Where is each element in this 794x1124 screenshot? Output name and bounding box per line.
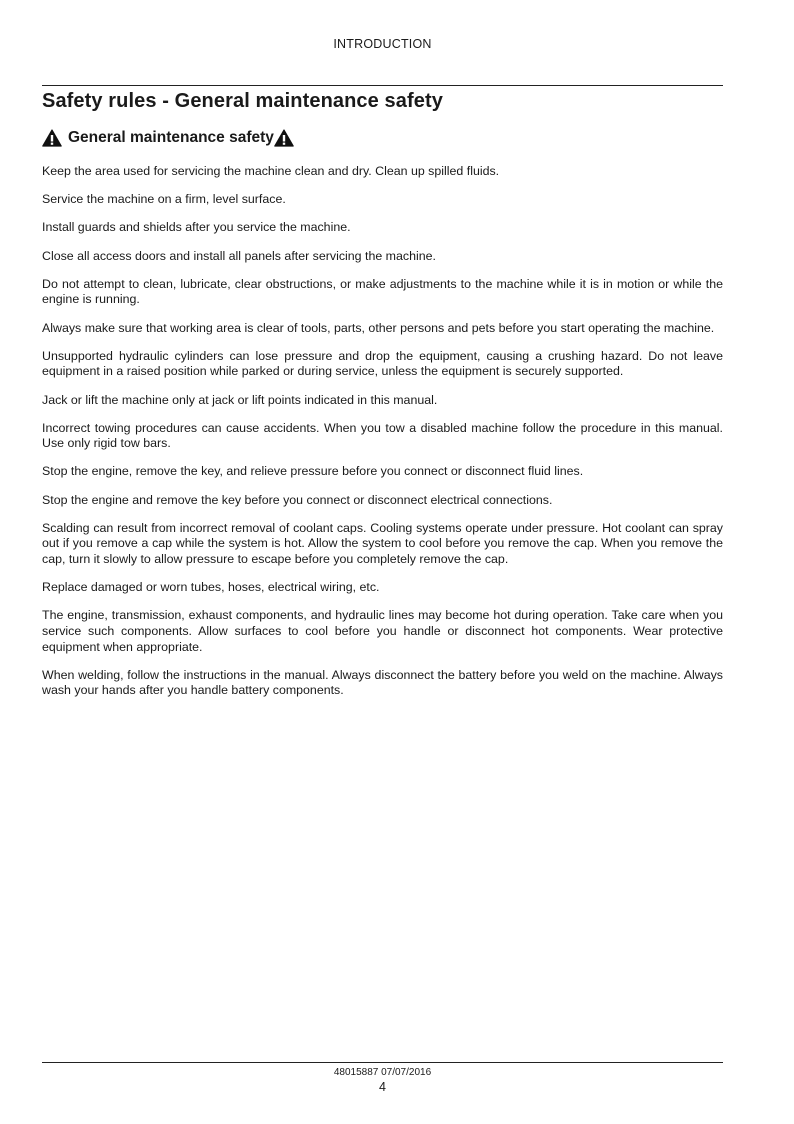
running-header: INTRODUCTION [333,37,432,51]
safety-rules-body [42,164,723,712]
paragraph: The engine, transmission, exhaust components, and hydraulic lines may become hot during operation. Take care when you service such components. Allow surfaces to cool before you handle or disconnect hot components. Wear protective equipment when appropriate. [42,608,723,654]
page-number: 4 [379,1080,386,1094]
paragraph: Service the machine on a firm, level surface. [42,192,286,207]
paragraph: Stop the engine, remove the key, and relieve pressure before you connect or disconnect fluid lines. [42,464,584,479]
paragraph: Unsupported hydraulic cylinders can lose pressure and drop the equipment, causing a crushing hazard. Do not leave equipment in a raised position while parked or during service, unless the equipment is securely supported. [42,348,723,379]
paragraph: Scalding can result from incorrect removal of coolant caps. Cooling systems operate under pressure. Hot coolant can spray out if you remove a cap while the system is hot. Allow the system to cool before you remove the cap. When you remove the cap, turn it slowly to allow pressure to escape before you completely remove the cap. [42,520,723,567]
subheading [42,129,294,147]
paragraph: Incorrect towing procedures can cause accidents. When you tow a disabled machine follow the procedure in this manual. Use only rigid tow bars. [42,420,723,451]
paragraph: Keep the area used for servicing the machine clean and dry. Clean up spilled fluids. [42,164,500,178]
paragraph: Close all access doors and install all panels after servicing the machine. [42,248,436,263]
warning-triangle-icon [274,129,294,147]
paragraph: When welding, follow the instructions in the manual. Always disconnect the battery before you weld on the machine. Always wash your hands after you handle battery components. [42,667,723,698]
document-code: 48015887 07/07/2016 [333,1067,432,1078]
footer-divider [42,1062,723,1063]
paragraph: Stop the engine and remove the key before you connect or disconnect electrical connections. [42,492,553,507]
paragraph: Always make sure that working area is clear of tools, parts, other persons and pets before you start operating the machine. [42,320,715,335]
section-title: Safety rules - General maintenance safety [42,90,443,112]
header-divider [42,85,723,86]
paragraph: Replace damaged or worn tubes, hoses, electrical wiring, etc. [42,580,380,595]
subheading-text: General maintenance safety [68,129,274,146]
paragraph: Jack or lift the machine only at jack or lift points indicated in this manual. [42,392,438,407]
paragraph: Do not attempt to clean, lubricate, clear obstructions, or make adjustments to the machine while it is in motion or while the engine is running. [42,276,723,307]
warning-triangle-icon [42,129,62,147]
paragraph: Install guards and shields after you service the machine. [42,220,351,235]
